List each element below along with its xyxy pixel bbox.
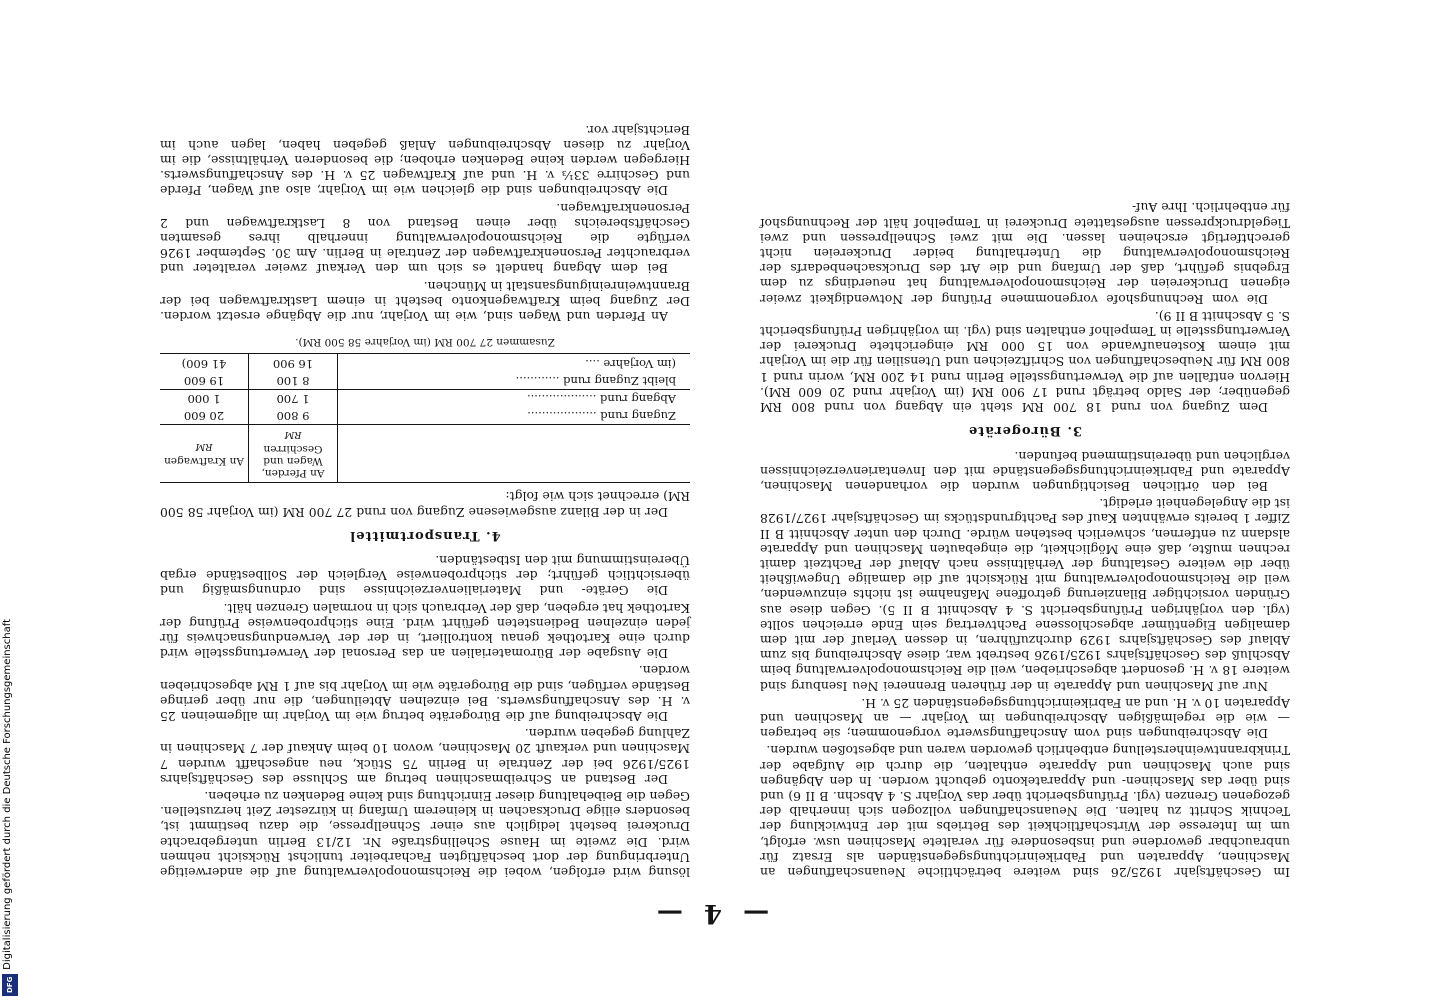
right-column bbox=[160, 120, 690, 880]
digitization-stamp bbox=[0, 600, 20, 1000]
row-label: (im Vorjahre .... bbox=[338, 354, 691, 372]
row-label: bleibt Zugang rund ............ bbox=[338, 372, 691, 390]
paragraph: Die Abschreibungen sind die gleichen wie im Vorjahr, also auf Wagen, Pferde und Geschirre 33⅓ v. H. und auf Kraftwagen 25 v. H. des Anschaffungswerts. Hiergegen werden keine Bedenken erhoben; die besonderen Verhältnisse, die im Vorjahr zu diesen Abschreibungen Anlaß gegeben haben, lagen auch im Berichtsjahr vor. bbox=[160, 122, 690, 199]
paragraph: Im Geschäftsjahr 1925/26 sind weitere beträchtliche Neuanschaffungen an Maschinen, Apparaten und Fabrikeinrichtungsgegenständen als Ersatz für unbrauchbar gewordene und insbesondere für veraltete Maschinen usw. erfolgt, um im Interesse der Wirtschaftlichkeit des Betriebs mit der Entwicklung der Technik Schritt zu halten. Die Neuanschaffungen vollzogen sich innerhalb der gezogenen Grenzen (vgl. Prüfungsbericht über das Vorjahr S. 4 Abschn. B II 6) und sind über das Maschinen- und Apparatekonto gebucht worden. In den Abgängen sind auch Maschinen und Apparate enthalten, die durch die Aufgabe der Trinkbranntweinherstellung entbehrlich geworden waren und abgestoßen wurden. bbox=[760, 743, 1290, 880]
paragraph: Die Abschreibung auf die Bürogeräte betrug wie im Vorjahr im allgemeinen 25 v. H. des Anschaffungswerts. Bei einzelnen Abteilungen, die nur über geringe Bestände verfügen, sind die Bürogeräte wie im Vorjahr bis auf 1 RM abgeschrieben worden. bbox=[160, 663, 690, 724]
table-row bbox=[160, 354, 690, 372]
table-header-label bbox=[338, 425, 691, 483]
cell-value: 8 100 bbox=[249, 372, 338, 390]
row-label: Zugang rund ................... bbox=[527, 409, 676, 424]
paragraph: Bei dem Abgang handelt es sich um den Verkauf zweier veralteter und verbrauchter Personenkraftwagen der Zentrale in Berlin. Am 30. September 1926 verfügte die Reichsmonopolverwaltung innerhalb ihres gesamten Geschäftsbereichs über einen Bestand von 8 Lastkraftwagen und 2 Personenkraftwagen. bbox=[160, 200, 690, 277]
dfg-logo-icon: DFG bbox=[2, 974, 18, 996]
left-column bbox=[760, 198, 1290, 880]
paragraph: Nur auf Maschinen und Apparate in der früheren Brennerei Neu Isenburg sind weitere 18 v. H. gesondert abgeschrieben, weil die Reichsmonopolverwaltung beim Abschluß des Geschäftsjahrs 1925/1926 bestrebt war, diese Abschreibung bis zum Ablauf des Geschäftsjahrs 1929 durchzuführen, in dessen Verlauf der mit dem damaligen Eigentümer abgeschlossene Pachtvertrag sein Ende erreichen sollte (vgl. den vorjährigen Prüfungsbericht S. 4 Abschnitt B II 5). Gegen diese aus Gründen vorsichtiger Bilanzierung getroffene Maßnahme ist nichts einzuwenden, weil die Reichsmonopolverwaltung mit Rücksicht auf die damalige Ungewißheit über die weitere Gestaltung der Verhältnisse nach Ablauf der Pachtzeit damit rechnen mußte, daß eine Möglichkeit, die eingebauten Maschinen und Apparate alsdann zu entfernen, schwerlich bestehen würde. Durch den unter Abschnitt B II Ziffer 1 bereits erwähnten Kauf des Pachtgrundstücks im Geschäftsjahr 1927/1928 ist die Angelegenheit erledigt. bbox=[760, 496, 1290, 694]
paragraph: lösung wird erfolgen, wobei die Reichsmonopolverwaltung auf die anderweitige Unterbringung der dort beschäftigten Facharbeiter tunlichst Rücksicht nehmen wird. Die zweite im Hause Schellingstraße Nr. 12/13 Berlin untergebrachte Druckerei besteht lediglich aus einer Schnellpresse, die dazu bestimmt ist, besonders eilige Drucksachen in kleinerem Umfang in kürzester Zeit herzustellen. Gegen die Beibehaltung dieser Einrichtung sind keine Bedenken zu erheben. bbox=[160, 788, 690, 880]
table-header-pferde: An Pferden, Wagen und Geschirren RM bbox=[249, 425, 338, 483]
cell-value: 20 600 bbox=[160, 407, 249, 425]
paragraph: Die vom Rechnungshofe vorgenommene Prüfung der Notwendigkeit zweier eigenen Druckereien der Reichsmonopolverwaltung hat neuerdings zu dem Ergebnis geführt, daß der Umfang und die Art des Drucksachenbedarfs der Reichsmonopolverwaltung die Unterhaltung beider Druckereien nicht gerechtfertigt erscheinen lassen. Die mit zwei Schnellpressen und zwei Tiegeldruckpressen ausgestattete Druckerei in Tempelhof hält der Rechnungshof für entbehrlich. Ihre Auf- bbox=[760, 200, 1290, 307]
digitization-notice: Digitalisierung gefördert durch die Deutsche Forschungsgemeinschaft bbox=[2, 619, 13, 970]
scanned-page bbox=[130, 70, 1290, 928]
transport-table bbox=[160, 353, 690, 483]
paragraph: Bei den örtlichen Besichtigungen wurden die vorhandenen Maschinen, Apparate und Fabrikeinrichtungsgegenstände mit den Inventarienverzeichnissen verglichen und übereinstimmend befunden. bbox=[760, 448, 1290, 494]
paragraph: Dem Zugang von rund 18 700 RM steht ein Abgang von rund 800 RM gegenüber; der Saldo beträgt rund 17 900 RM (im Vorjahr rund 20 600 RM). Hiervon entfallen auf die Verwertungsstelle Berlin rund 14 200 RM, worin rund 1 800 RM für Neubeschaffungen von Schriftzeichen und Utensilien für die im Vorjahr mit einem Kostenaufwande von 15 000 RM eingerichtete Druckerei der Verwertungsstelle in Tempelhof enthalten sind (vgl. im vorjährigen Prüfungsbericht S. 5 Abschnitt B II 9). bbox=[760, 308, 1290, 416]
table-row bbox=[160, 407, 690, 425]
paragraph: Die Ausgabe der Büromaterialien an das Personal der Verwertungsstelle wird durch eine Kartothek genau kontrolliert, in der der Verwendungsnachweis für jeden einzelnen Bediensteten geführt wird. Eine stichprobenweise Prüfung der Kartothek hat ergeben, daß der Verbrauch sich in normalen Grenzen hält. bbox=[160, 600, 690, 662]
table-total-note: Zusammen 27 700 RM (im Vorjahre 58 500 RM). bbox=[295, 336, 555, 349]
paragraph: An Pferden und Wagen sind, wie im Vorjahr, nur die Abgänge ersetzt worden. Der Zugang beim Kraftwagenkonto besteht in einem Lastkraftwagen bei der Branntweinreinigungsanstalt in München. bbox=[160, 278, 690, 325]
paragraph: Die Geräte- und Materialienverzeichnisse sind ordnungsmäßig und übersichtlich geführt; der stichprobenweise Vergleich der Sollbestände ergab Übereinstimmung mit den Istbeständen. bbox=[160, 552, 690, 599]
row-label: Abgang rund ................... bbox=[526, 391, 676, 406]
page-number: — 4 — bbox=[650, 898, 770, 928]
cell-value: 19 600 bbox=[160, 372, 249, 390]
cell-value: 1 700 bbox=[249, 389, 338, 407]
cell-value: 1 000 bbox=[160, 389, 249, 407]
table-header-kraftwagen: An Kraftwagen RM bbox=[160, 425, 249, 483]
cell-value: 16 900 bbox=[249, 354, 338, 372]
table-row bbox=[160, 372, 690, 390]
cell-value: 41 600) bbox=[160, 354, 249, 372]
table-row bbox=[160, 389, 690, 407]
section-heading-transportmittel: 4. Transportmittel bbox=[349, 527, 501, 543]
cell-value: 9 800 bbox=[249, 407, 338, 425]
section-heading-buerogeraete: 3. Bürogeräte bbox=[968, 423, 1082, 439]
paragraph: Der Bestand an Schreibmaschinen betrug am Schlusse des Geschäftsjahrs 1925/1926 bei der Zentrale in Berlin 75 Stück, neu angeschafft wurden 7 Maschinen und verkauft 20 Maschinen, wovon 10 beim Ankauf der 7 Maschinen in Zahlung gegeben wurden. bbox=[160, 726, 690, 787]
paragraph: Der in der Bilanz ausgewiesene Zugang von rund 27 700 RM (im Vorjahr 58 500 RM) errechnet sich wie folgt: bbox=[160, 489, 690, 520]
paragraph: Die Abschreibungen sind vom Anschaffungswerte vorgenommen; sie betragen — wie die regelmäßigen Abschreibungen im Vorjahr — an Maschinen und Apparaten 10 v. H. und an Fabrikeinrichtungsgegenständen 25 v. H. bbox=[760, 695, 1290, 742]
